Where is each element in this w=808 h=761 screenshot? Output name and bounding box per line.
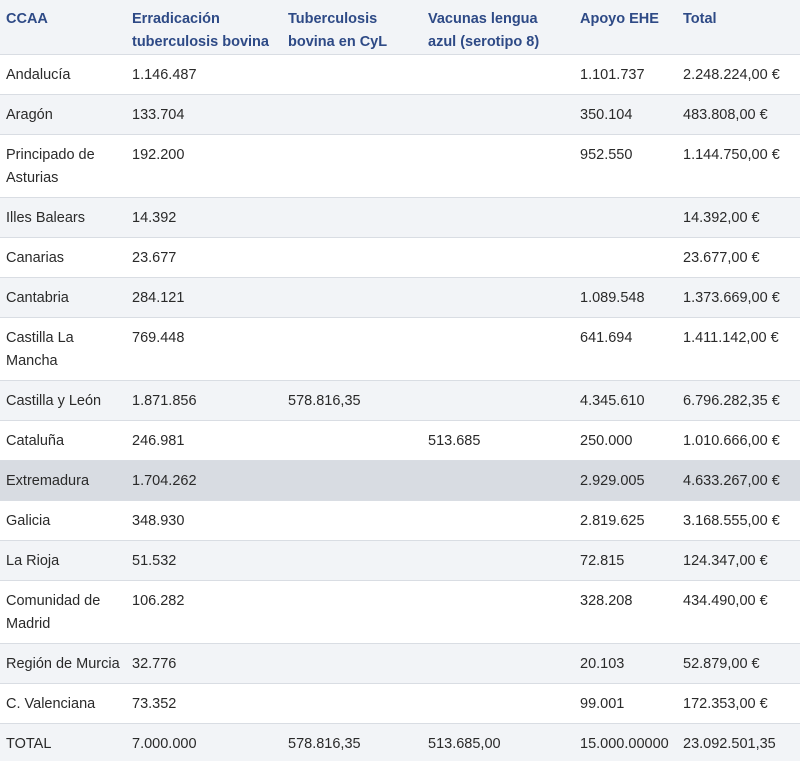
erradicacion-cell: 284.121: [126, 278, 282, 318]
total-cell: 172.353,00 €: [677, 684, 800, 724]
tuberculosis-cyl-cell: [282, 318, 422, 381]
header-apoyo-ehe: Apoyo EHE: [574, 0, 677, 55]
table-row: [0, 95, 800, 135]
apoyo-ehe-cell: 1.089.548: [574, 278, 677, 318]
ccaa-cell: Galicia: [0, 501, 126, 541]
total-cell: 2.248.224,00 €: [677, 55, 800, 95]
erradicacion-cell: 73.352: [126, 684, 282, 724]
total-cell: 434.490,00 €: [677, 581, 800, 644]
apoyo-ehe-cell: 350.104: [574, 95, 677, 135]
vacunas-cell: 513.685,00: [422, 724, 574, 761]
vacunas-cell: [422, 238, 574, 278]
vacunas-cell: 513.685: [422, 421, 574, 461]
total-cell: 3.168.555,00 €: [677, 501, 800, 541]
total-row: [0, 724, 800, 761]
ccaa-cell: TOTAL: [0, 724, 126, 761]
erradicacion-cell: 1.146.487: [126, 55, 282, 95]
vacunas-cell: [422, 541, 574, 581]
header-tuberculosis-cyl: Tuberculosis bovina en CyL: [282, 0, 422, 55]
vacunas-cell: [422, 684, 574, 724]
vacunas-cell: [422, 55, 574, 95]
tuberculosis-cyl-cell: 578.816,35: [282, 724, 422, 761]
total-cell: 124.347,00 €: [677, 541, 800, 581]
erradicacion-cell: 106.282: [126, 581, 282, 644]
apoyo-ehe-cell: 4.345.610: [574, 381, 677, 421]
tuberculosis-cyl-cell: [282, 461, 422, 501]
vacunas-cell: [422, 318, 574, 381]
total-cell: 23.677,00 €: [677, 238, 800, 278]
ccaa-cell: Castilla y León: [0, 381, 126, 421]
vacunas-cell: [422, 135, 574, 198]
table-row: [0, 684, 800, 724]
ccaa-cell: Región de Murcia: [0, 644, 126, 684]
ccaa-cell: Comunidad de Madrid: [0, 581, 126, 644]
tuberculosis-cyl-cell: [282, 541, 422, 581]
erradicacion-cell: 7.000.000: [126, 724, 282, 761]
ccaa-cell: Aragón: [0, 95, 126, 135]
vacunas-cell: [422, 644, 574, 684]
header-total: Total: [677, 0, 800, 55]
ccaa-cell: Cataluña: [0, 421, 126, 461]
apoyo-ehe-cell: 250.000: [574, 421, 677, 461]
table-row: [0, 135, 800, 198]
ccaa-cell: La Rioja: [0, 541, 126, 581]
ccaa-cell: Cantabria: [0, 278, 126, 318]
erradicacion-cell: 1.704.262: [126, 461, 282, 501]
erradicacion-cell: 32.776: [126, 644, 282, 684]
erradicacion-cell: 769.448: [126, 318, 282, 381]
total-cell: 14.392,00 €: [677, 198, 800, 238]
header-vacunas: Vacunas lengua azul (serotipo 8): [422, 0, 574, 55]
tuberculosis-cyl-cell: [282, 644, 422, 684]
tuberculosis-cyl-cell: [282, 55, 422, 95]
vacunas-cell: [422, 501, 574, 541]
apoyo-ehe-cell: 2.819.625: [574, 501, 677, 541]
table-row: [0, 501, 800, 541]
tuberculosis-cyl-cell: [282, 238, 422, 278]
total-cell: 4.633.267,00 €: [677, 461, 800, 501]
ccaa-cell: Canarias: [0, 238, 126, 278]
header-ccaa: CCAA: [0, 0, 126, 55]
total-cell: 1.373.669,00 €: [677, 278, 800, 318]
vacunas-cell: [422, 381, 574, 421]
apoyo-ehe-cell: 20.103: [574, 644, 677, 684]
ccaa-cell: Castilla La Mancha: [0, 318, 126, 381]
total-cell: 1.010.666,00 €: [677, 421, 800, 461]
tuberculosis-cyl-cell: [282, 198, 422, 238]
apoyo-ehe-cell: [574, 238, 677, 278]
apoyo-ehe-cell: 72.815: [574, 541, 677, 581]
table-row: [0, 198, 800, 238]
table-row: [0, 238, 800, 278]
apoyo-ehe-cell: 2.929.005: [574, 461, 677, 501]
table-row: [0, 461, 800, 501]
ccaa-cell: Andalucía: [0, 55, 126, 95]
tuberculosis-cyl-cell: [282, 581, 422, 644]
erradicacion-cell: 14.392: [126, 198, 282, 238]
vacunas-cell: [422, 198, 574, 238]
table-row: [0, 421, 800, 461]
erradicacion-cell: 348.930: [126, 501, 282, 541]
erradicacion-cell: 51.532: [126, 541, 282, 581]
vacunas-cell: [422, 278, 574, 318]
erradicacion-cell: 23.677: [126, 238, 282, 278]
vacunas-cell: [422, 95, 574, 135]
apoyo-ehe-cell: 15.000.00000: [574, 724, 677, 761]
total-cell: 483.808,00 €: [677, 95, 800, 135]
vacunas-cell: [422, 581, 574, 644]
apoyo-ehe-cell: 952.550: [574, 135, 677, 198]
apoyo-ehe-cell: 641.694: [574, 318, 677, 381]
total-cell: 6.796.282,35 €: [677, 381, 800, 421]
table-row: [0, 318, 800, 381]
total-cell: 52.879,00 €: [677, 644, 800, 684]
tuberculosis-cyl-cell: [282, 135, 422, 198]
table-body: [0, 55, 800, 761]
total-cell: 1.144.750,00 €: [677, 135, 800, 198]
apoyo-ehe-cell: 1.101.737: [574, 55, 677, 95]
header-row: [0, 0, 800, 55]
apoyo-ehe-cell: 328.208: [574, 581, 677, 644]
table-row: [0, 644, 800, 684]
apoyo-ehe-cell: [574, 198, 677, 238]
vacunas-cell: [422, 461, 574, 501]
tuberculosis-cyl-cell: [282, 684, 422, 724]
erradicacion-cell: 133.704: [126, 95, 282, 135]
table-row: [0, 541, 800, 581]
table-header: [0, 0, 800, 55]
tuberculosis-cyl-cell: [282, 421, 422, 461]
apoyo-ehe-cell: 99.001: [574, 684, 677, 724]
tuberculosis-cyl-cell: [282, 278, 422, 318]
ccaa-cell: Principado de Asturias: [0, 135, 126, 198]
table-row: [0, 581, 800, 644]
header-erradicacion: Erradicación tuberculosis bovina: [126, 0, 282, 55]
table-row: [0, 278, 800, 318]
erradicacion-cell: 246.981: [126, 421, 282, 461]
erradicacion-cell: 192.200: [126, 135, 282, 198]
tuberculosis-cyl-cell: 578.816,35: [282, 381, 422, 421]
ccaa-cell: Illes Balears: [0, 198, 126, 238]
erradicacion-cell: 1.871.856: [126, 381, 282, 421]
total-cell: 1.411.142,00 €: [677, 318, 800, 381]
table-row: [0, 55, 800, 95]
ccaa-cell: Extremadura: [0, 461, 126, 501]
ccaa-cell: C. Valenciana: [0, 684, 126, 724]
tuberculosis-cyl-cell: [282, 95, 422, 135]
tuberculosis-cyl-cell: [282, 501, 422, 541]
total-cell: 23.092.501,35: [677, 724, 800, 761]
table-row: [0, 381, 800, 421]
